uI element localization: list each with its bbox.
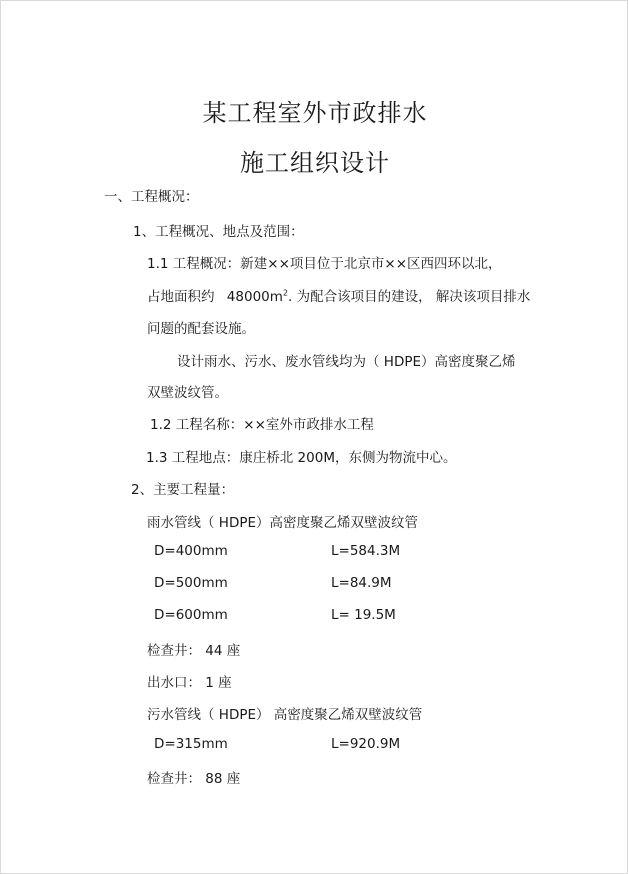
sewage-pipe-length: L=920.9M — [331, 736, 401, 752]
paragraph-1-2-project-name: 1.2 工程名称：××室外市政排水工程 — [150, 417, 374, 433]
paragraph-1-1-line1: 1.1 工程概况：新建××项目位于北京市××区西四环以北， — [147, 256, 502, 272]
rain-pipe-length: L=84.9M — [331, 575, 392, 591]
rain-pipe-length: L= 19.5M — [331, 607, 396, 623]
sewage-pipe-title: 污水管线（ HDPE） 高密度聚乙烯双壁波纹管 — [147, 707, 423, 723]
sewage-pipe-diameter: D=315mm — [154, 736, 228, 752]
section-heading-overview: 一、工程概况： — [104, 189, 199, 205]
paragraph-1-3-location: 1.3 工程地点：康庄桥北 200M，东侧为物流中心。 — [146, 450, 457, 466]
paragraph-1-1-line2 — [147, 285, 530, 305]
paragraph-design-line2: 双壁波纹管。 — [147, 385, 228, 401]
paragraph-design-line1: 设计雨水、污水、废水管线均为（ HDPE）高密度聚乙烯 — [177, 354, 516, 370]
subsection-heading-quantities: 2、主要工程量： — [131, 482, 235, 498]
rain-pipe-length: L=584.3M — [331, 543, 401, 559]
document-title-line1: 某工程室外市政排水 — [202, 99, 428, 127]
sewage-inspection-wells: 检查井： 88 座 — [147, 771, 241, 787]
rain-pipe-diameter: D=400mm — [154, 543, 228, 559]
rain-pipe-diameter: D=500mm — [154, 575, 228, 591]
outfall-count: 出水口： 1 座 — [147, 675, 232, 691]
rain-pipe-title: 雨水管线（ HDPE）高密度聚乙烯双壁波纹管 — [147, 515, 419, 531]
area-followup-text: . 为配合该项目的建设， 解决该项目排水 — [288, 289, 531, 305]
subsection-heading-location: 1、工程概况、地点及范围： — [133, 224, 304, 240]
rain-pipe-diameter: D=600mm — [154, 607, 228, 623]
area-label: 占地面积约 — [147, 289, 215, 305]
area-value: 48000m — [226, 289, 283, 305]
rain-inspection-wells: 检查井： 44 座 — [147, 643, 241, 659]
paragraph-1-1-line3: 问题的配套设施。 — [147, 321, 255, 337]
area-superscript: 2 — [282, 288, 288, 298]
document-title-line2: 施工组织设计 — [240, 149, 390, 177]
